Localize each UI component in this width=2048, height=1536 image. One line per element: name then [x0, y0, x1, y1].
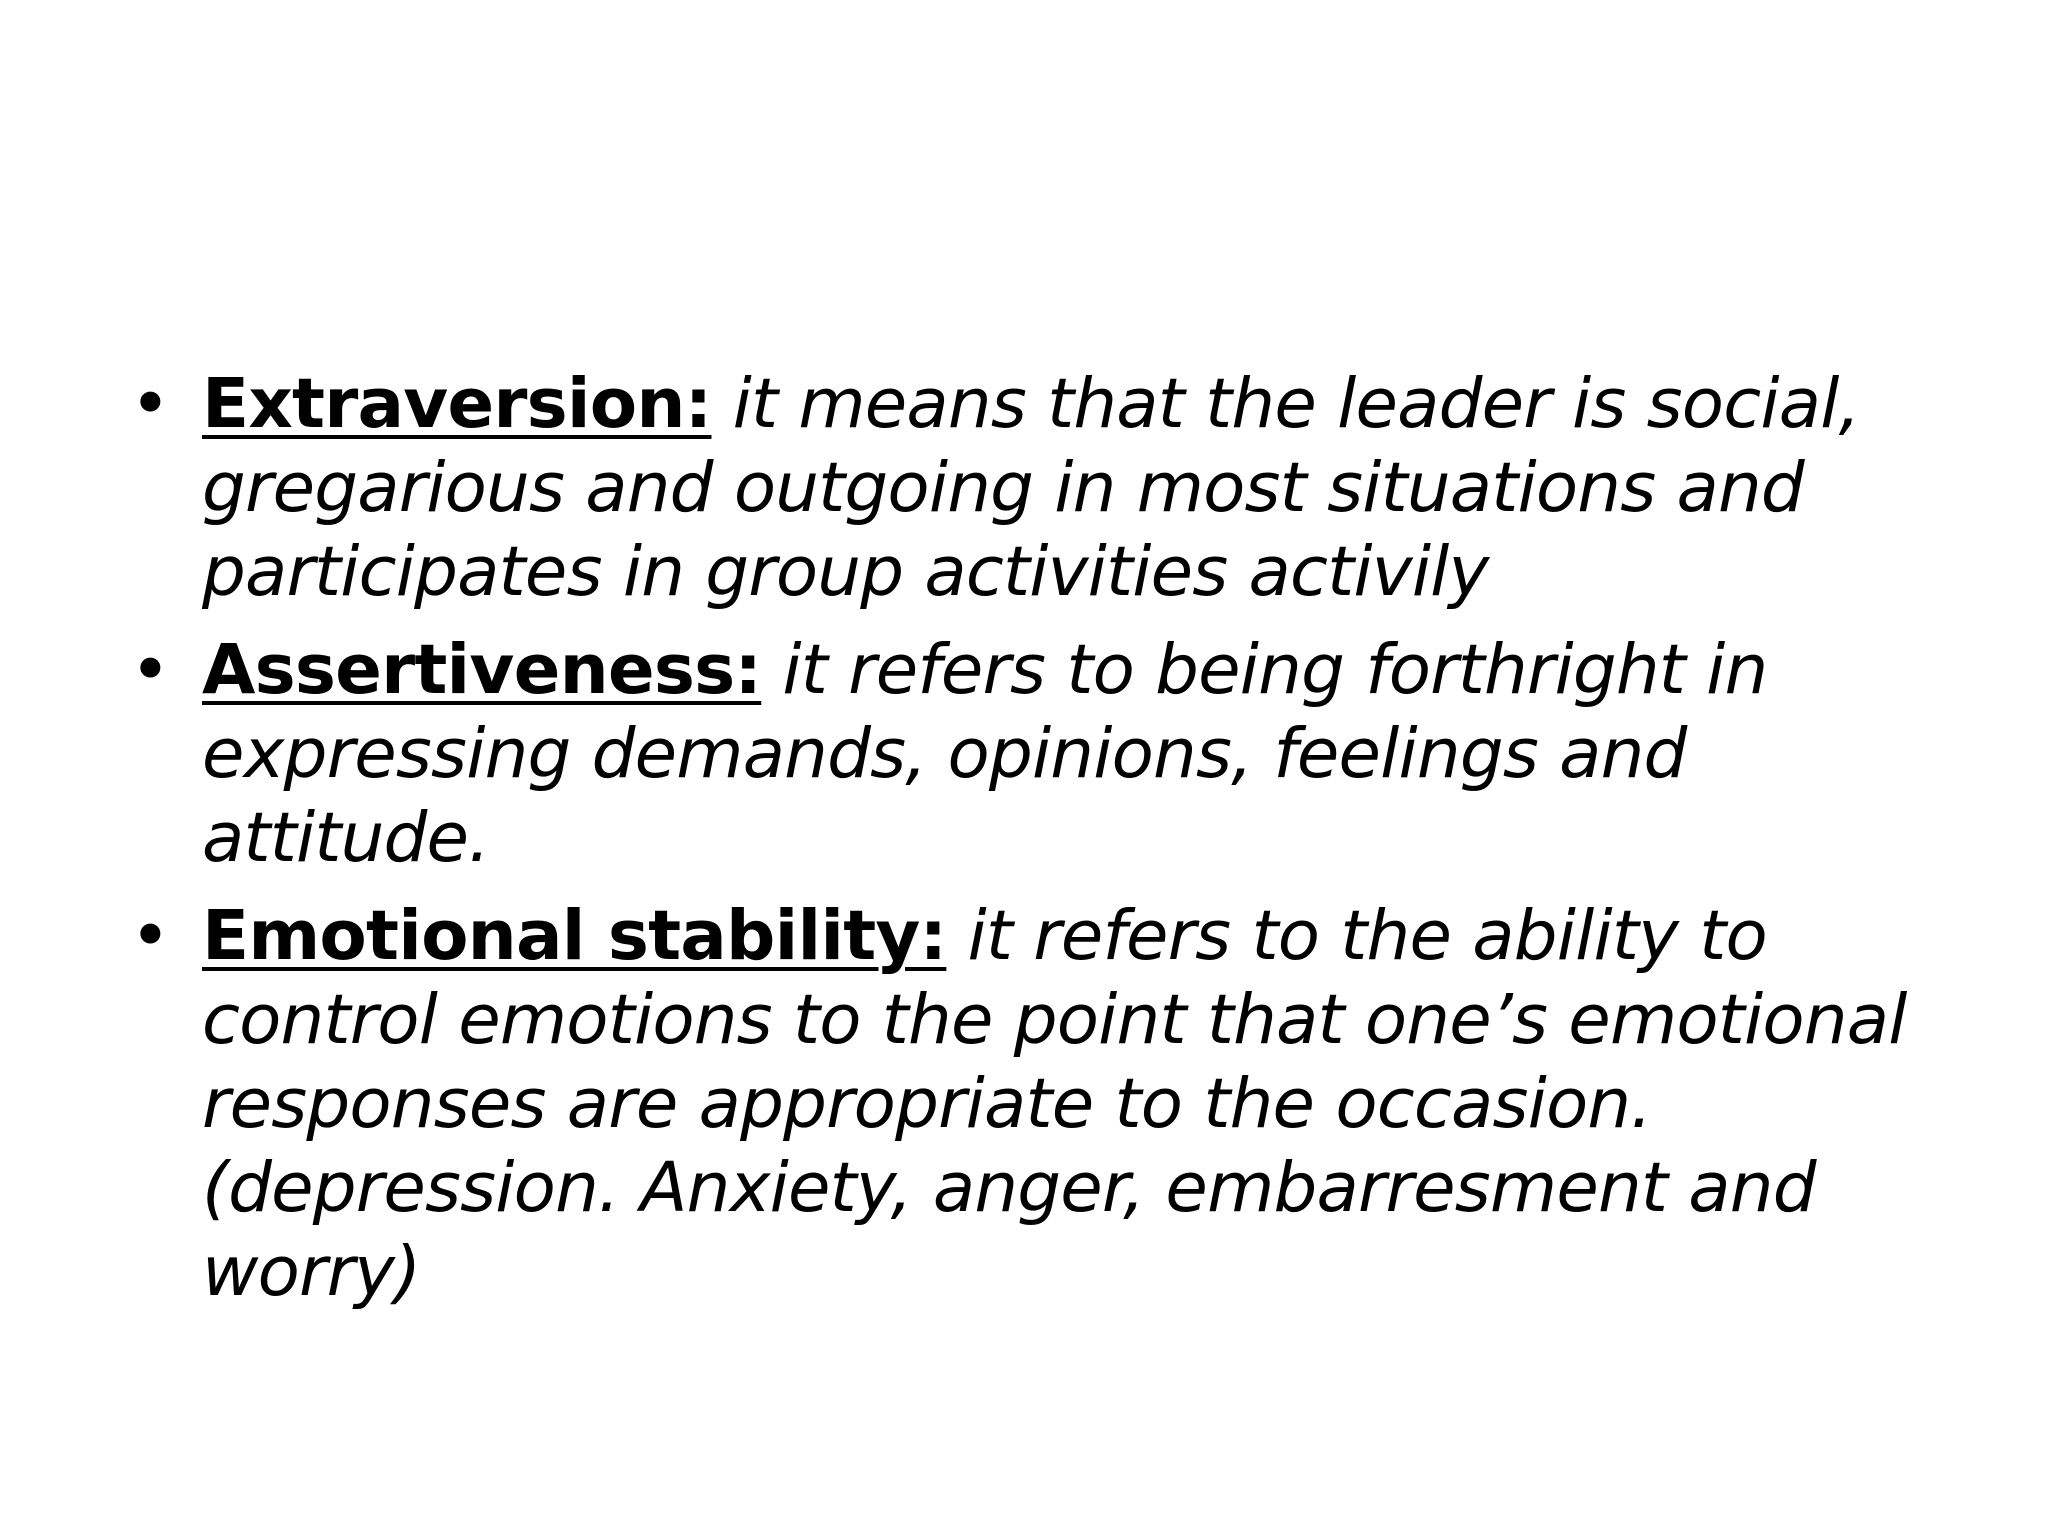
bullet-dot-icon: • [130, 364, 170, 444]
bullet-item-assertiveness [118, 628, 1918, 880]
bullet-item-extraversion [118, 362, 1918, 614]
bullet-term: Extraversion: [202, 364, 712, 444]
bullet-dot-icon: • [130, 896, 170, 976]
bullet-term: Assertiveness: [202, 630, 762, 710]
bullet-list [118, 362, 1918, 1328]
bullet-description: it means that the leader is social, gregarious and outgoing in most situations and participates in group activities activily [202, 364, 1860, 612]
bullet-item-emotional-stability [118, 894, 1918, 1314]
bullet-dot-icon: • [130, 630, 170, 710]
bullet-description: it refers to being forthright in expressing demands, opinions, feelings and attitude. [202, 630, 1768, 878]
bullet-description: it refers to the ability to control emotions to the point that one’s emotional responses are appropriate to the occasion.(depression. Anxiety, anger, embarresment and worry) [202, 896, 1907, 1312]
bullet-term: Emotional stability: [202, 896, 947, 976]
